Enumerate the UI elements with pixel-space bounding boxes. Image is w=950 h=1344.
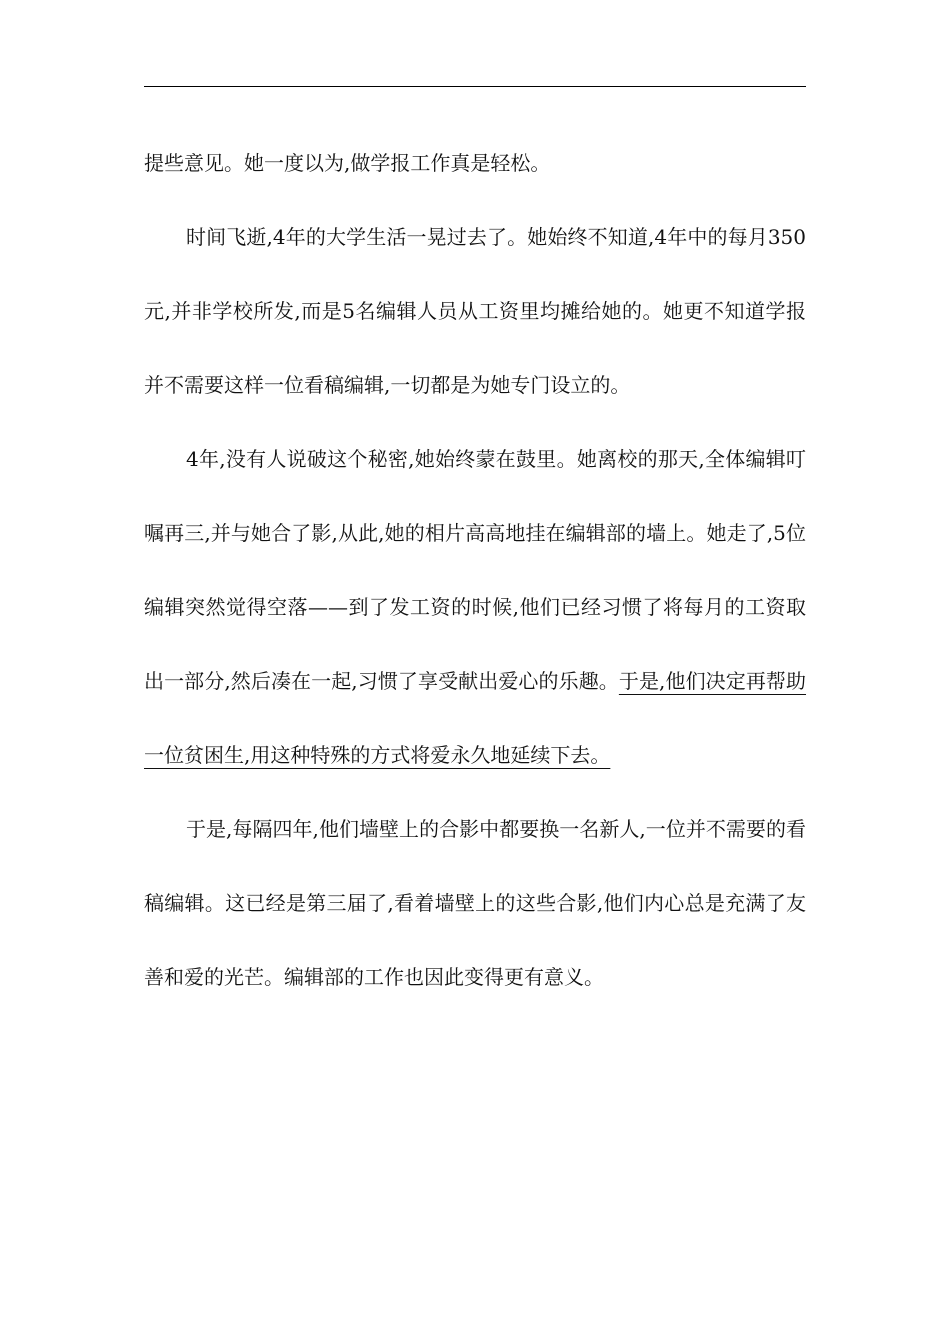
- paragraph-2-text: 时间飞逝,4年的大学生活一晃过去了。她始终不知道,4年中的每月350元,并非学校所发,而是5名编辑人员从工资里均摊给她的。她更不知道学报并不需要这样一位看稿编辑,一切都是为她专门设立的。: [144, 225, 806, 397]
- header-rule: [144, 86, 806, 87]
- paragraph-4-text: 于是,每隔四年,他们墙壁上的合影中都要换一名新人,一位并不需要的看稿编辑。这已经是第三届了,看着墙壁上的这些合影,他们内心总是充满了友善和爱的光芒。编辑部的工作也因此变得更有意义。: [144, 817, 806, 989]
- paragraph-3-text: 4年,没有人说破这个秘密,她始终蒙在鼓里。她离校的那天,全体编辑叮嘱再三,并与她合了影,从此,她的相片高高地挂在编辑部的墙上。她走了,5位编辑突然觉得空落——到了发工资的时候,他们已经习惯了将每月的工资取出一部分,然后凑在一起,习惯了享受献出爱心的乐趣。: [144, 447, 806, 693]
- paragraph-3: [144, 422, 806, 792]
- body-text: [144, 126, 806, 1014]
- paragraph-3-underlined-sentence: 于是,他们决定再帮助一位贫困生,用这种特殊的方式将爱永久地延续下去。: [144, 669, 807, 767]
- paragraph-4: [144, 792, 806, 1014]
- paragraph-2: [144, 200, 806, 422]
- paragraph-1-text: 提些意见。她一度以为,做学报工作真是轻松。: [144, 151, 551, 175]
- paragraph-1: [144, 126, 806, 200]
